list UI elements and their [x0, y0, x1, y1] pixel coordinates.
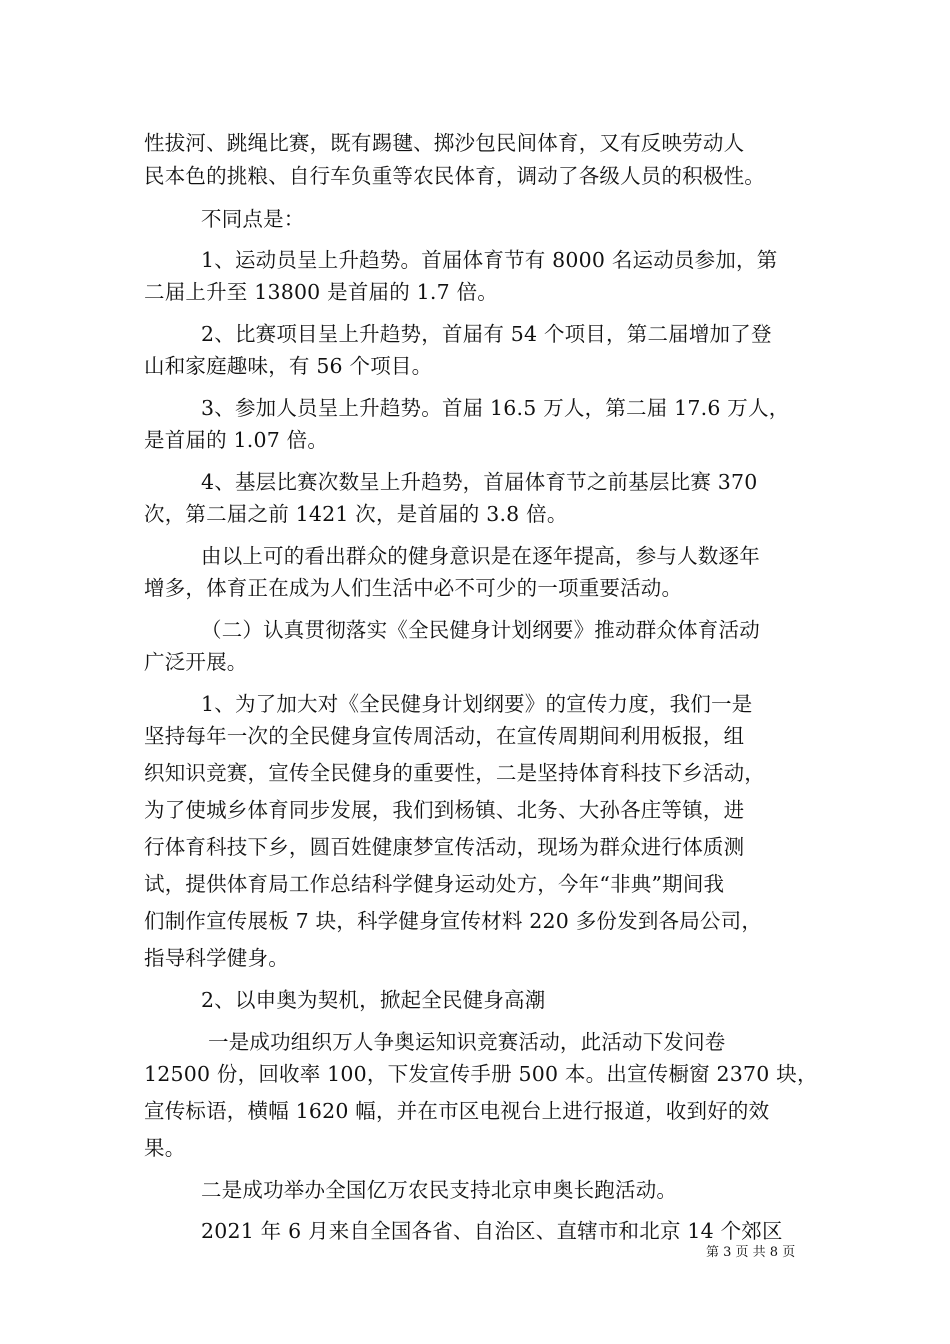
text-line: 果。	[144, 1136, 186, 1160]
text-line: 性拔河、跳绳比赛，既有踢毽、掷沙包民间体育，又有反映劳动人	[144, 131, 745, 155]
text-line: 坚持每年一次的全民健身宣传周活动，在宣传周期间利用板报，组	[144, 724, 745, 748]
text-line: 二届上升至 13800 是首届的 1.7 倍。	[144, 280, 498, 304]
text-line: 为了使城乡体育同步发展，我们到杨镇、北务、大孙各庄等镇，进	[144, 798, 745, 822]
text-line: 指导科学健身。	[144, 946, 289, 970]
text-line: 不同点是：	[201, 207, 305, 231]
text-line: 织知识竞赛，宣传全民健身的重要性，二是坚持体育科技下乡活动，	[144, 761, 765, 785]
text-line: 二是成功举办全国亿万农民支持北京申奥长跑活动。	[201, 1178, 678, 1202]
text-line: 一是成功组织万人争奥运知识竞赛活动，此活动下发问卷	[208, 1030, 726, 1054]
text-line: 1、运动员呈上升趋势。首届体育节有 8000 名运动员参加，第	[201, 248, 778, 272]
text-line: 行体育科技下乡，圆百姓健康梦宣传活动，现场为群众进行体质测	[144, 835, 745, 859]
page-number: 第 3 页 共 8 页	[706, 1245, 796, 1260]
text-line: 民本色的挑粮、自行车负重等农民体育，调动了各级人员的积极性。	[144, 164, 765, 188]
text-line: 2、比赛项目呈上升趋势，首届有 54 个项目，第二届增加了登	[201, 322, 772, 346]
text-line: 山和家庭趣味，有 56 个项目。	[144, 354, 433, 378]
text-line: 试，提供体育局工作总结科学健身运动处方，今年“非典”期间我	[144, 872, 725, 896]
text-line: （二）认真贯彻落实《全民健身计划纲要》推动群众体育活动	[201, 618, 760, 642]
text-line: 12500 份，回收率 100，下发宣传手册 500 本。出宣传橱窗 2370 块，	[144, 1062, 818, 1086]
text-line: 2021 年 6 月来自全国各省、自治区、直辖市和北京 14 个郊区	[201, 1219, 783, 1243]
text-line: 宣传标语，横幅 1620 幅，并在市区电视台上进行报道，收到好的效	[144, 1099, 770, 1123]
text-line: 们制作宣传展板 7 块，科学健身宣传材料 220 多份发到各局公司，	[144, 909, 763, 933]
text-line: 1、为了加大对《全民健身计划纲要》的宣传力度，我们一是	[201, 692, 753, 716]
text-line: 由以上可的看出群众的健身意识是在逐年提高，参与人数逐年	[201, 544, 760, 568]
text-line: 是首届的 1.07 倍。	[144, 428, 329, 452]
text-line: 3、参加人员呈上升趋势。首届 16.5 万人，第二届 17.6 万人，	[201, 396, 790, 420]
text-line: 增多，体育正在成为人们生活中必不可少的一项重要活动。	[144, 576, 683, 600]
text-line: 次，第二届之前 1421 次，是首届的 3.8 倍。	[144, 502, 568, 526]
text-line: 广泛开展。	[144, 650, 248, 674]
text-line: 2、以申奥为契机，掀起全民健身高潮	[201, 988, 546, 1012]
text-line: 4、基层比赛次数呈上升趋势，首届体育节之前基层比赛 370	[201, 470, 758, 494]
